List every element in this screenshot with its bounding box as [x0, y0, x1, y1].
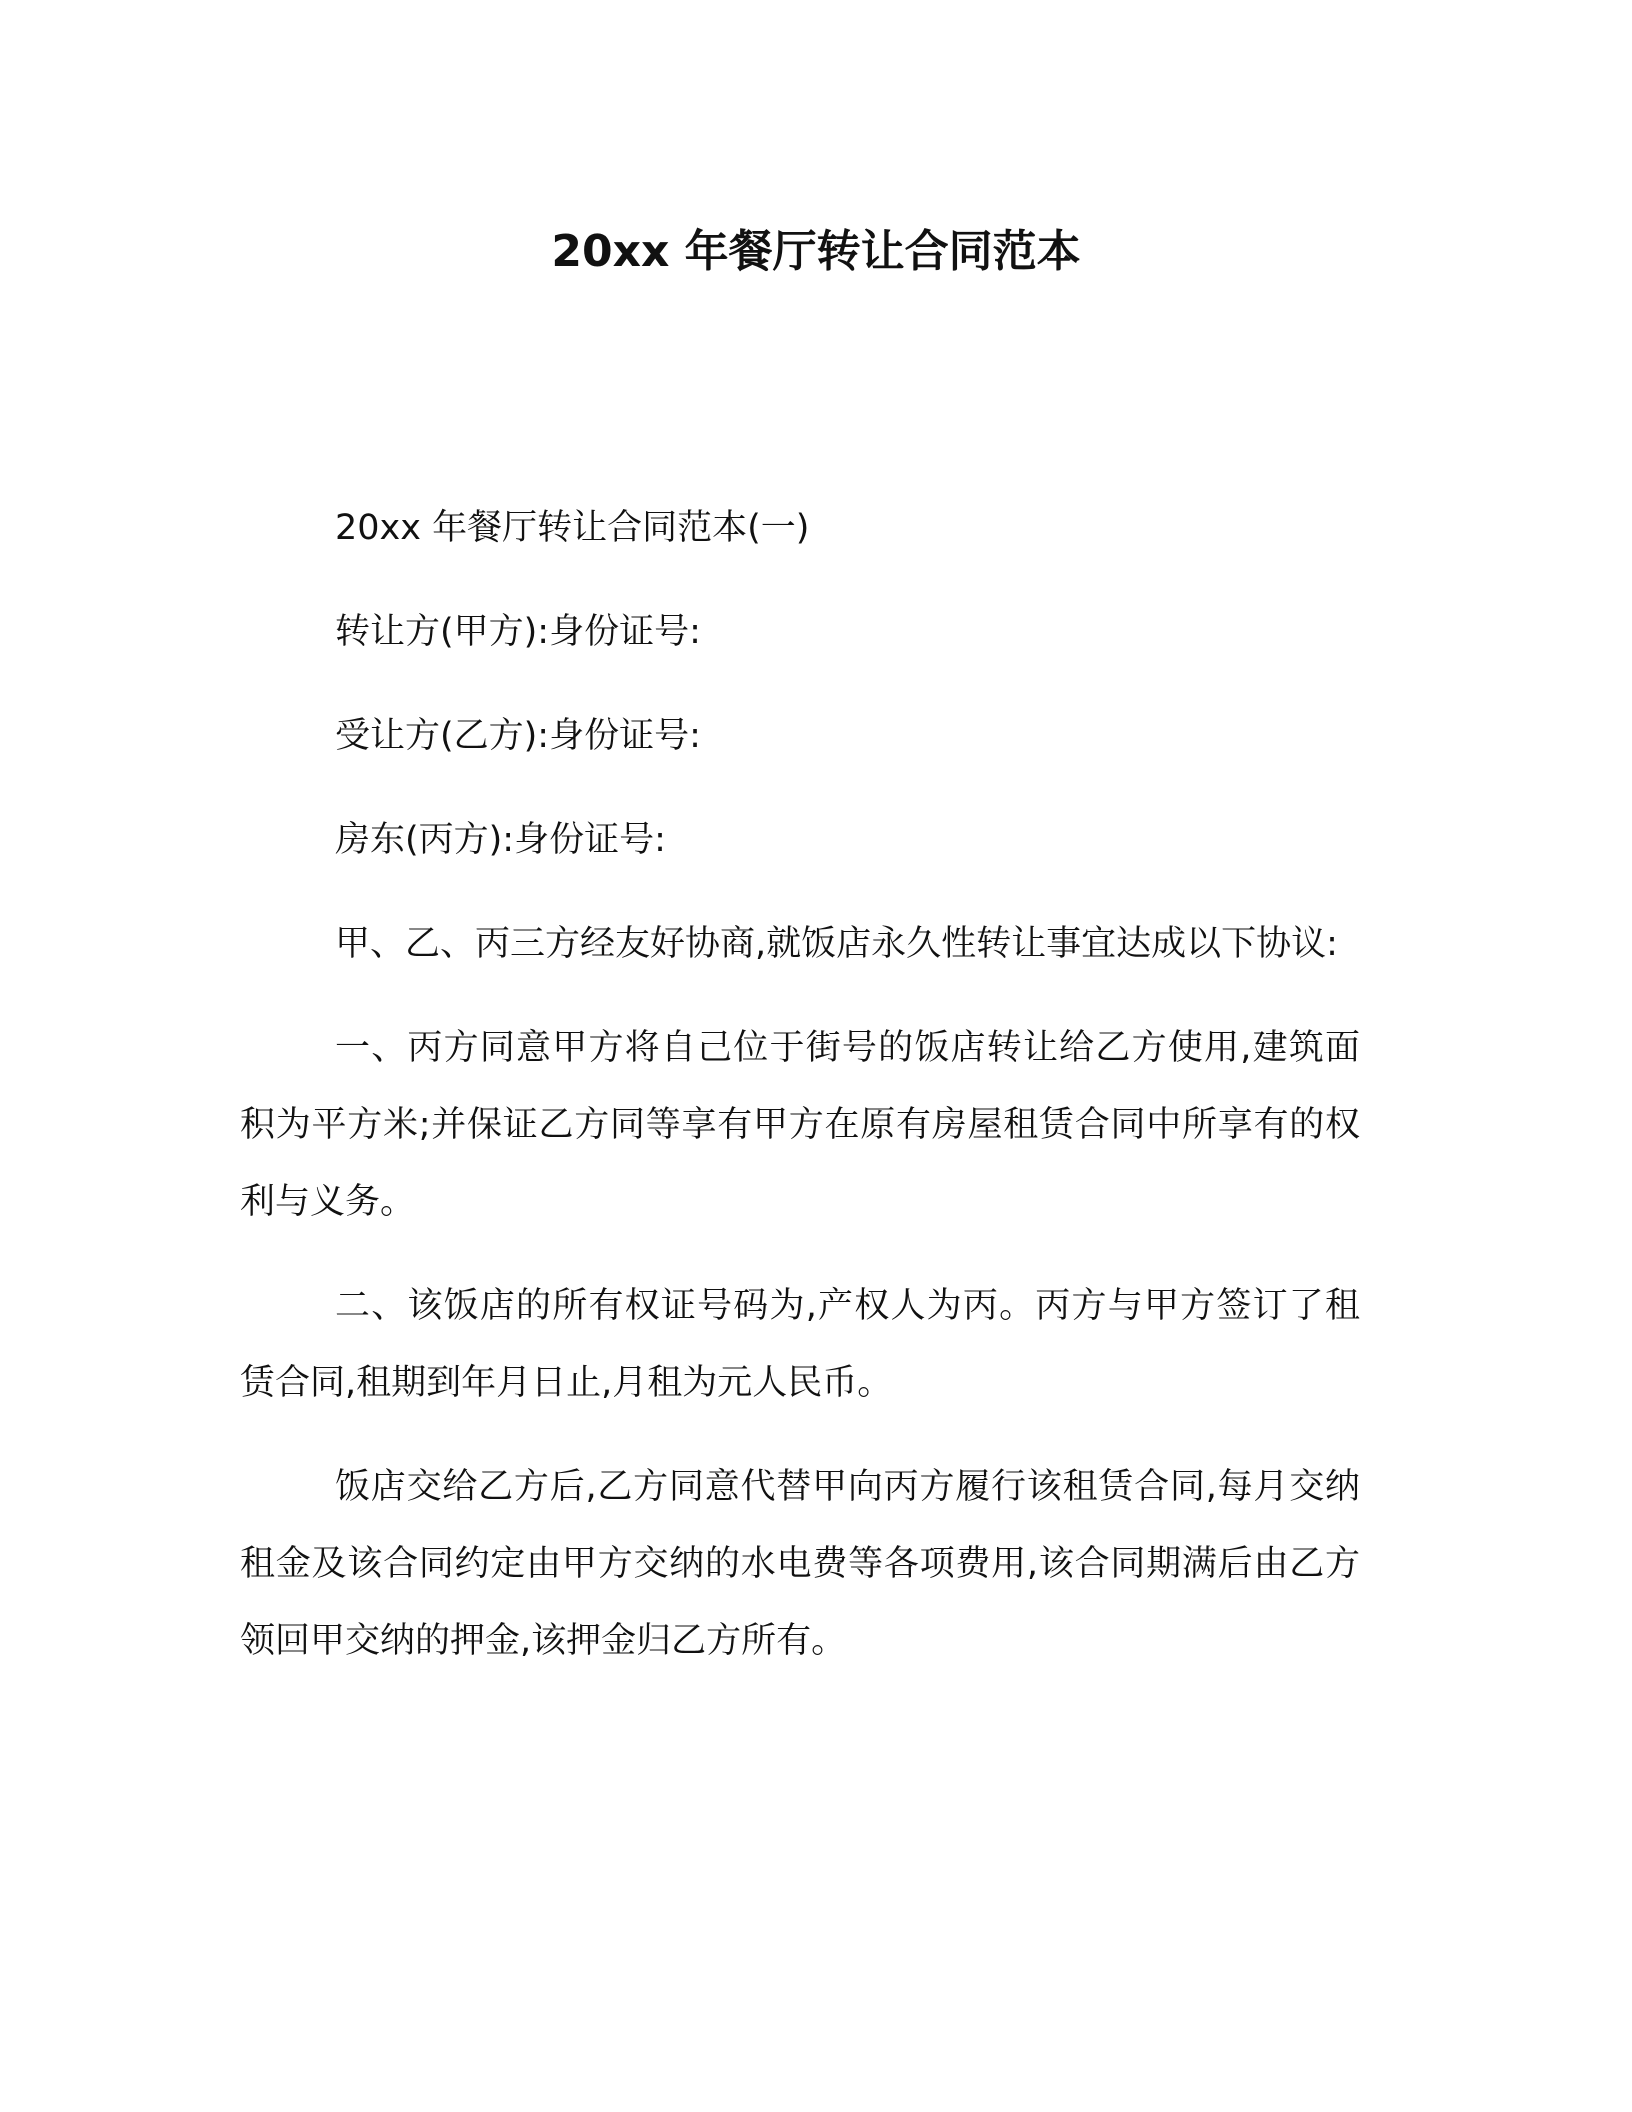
party-c-line: 房东(丙方):身份证号: [335, 820, 666, 860]
clause-two-paragraph: 二、该饭店的所有权证号码为,产权人为丙。丙方与甲方签订了租赁合同,租期到年月日止,月租为元人民币。 [240, 1286, 1360, 1403]
party-b-line: 受让方(乙方):身份证号: [335, 716, 701, 756]
agreement-intro-paragraph: 甲、乙、丙三方经友好协商,就饭店永久性转让事宜达成以下协议: [335, 924, 1338, 964]
subtitle-paragraph: 20xx 年餐厅转让合同范本(一) [335, 508, 810, 548]
clause-two-continued-paragraph: 饭店交给乙方后,乙方同意代替甲向丙方履行该租赁合同,每月交纳租金及该合同约定由甲方交纳的水电费等各项费用,该合同期满后由乙方领回甲交纳的押金,该押金归乙方所有。 [240, 1467, 1360, 1661]
document-title: 20xx 年餐厅转让合同范本 [551, 226, 1081, 277]
document-body [240, 490, 1360, 1707]
clause-one-paragraph: 一、丙方同意甲方将自己位于街号的饭店转让给乙方使用,建筑面积为平方米;并保证乙方同等享有甲方在原有房屋租赁合同中所享有的权利与义务。 [240, 1028, 1360, 1222]
party-a-line: 转让方(甲方):身份证号: [335, 612, 701, 652]
